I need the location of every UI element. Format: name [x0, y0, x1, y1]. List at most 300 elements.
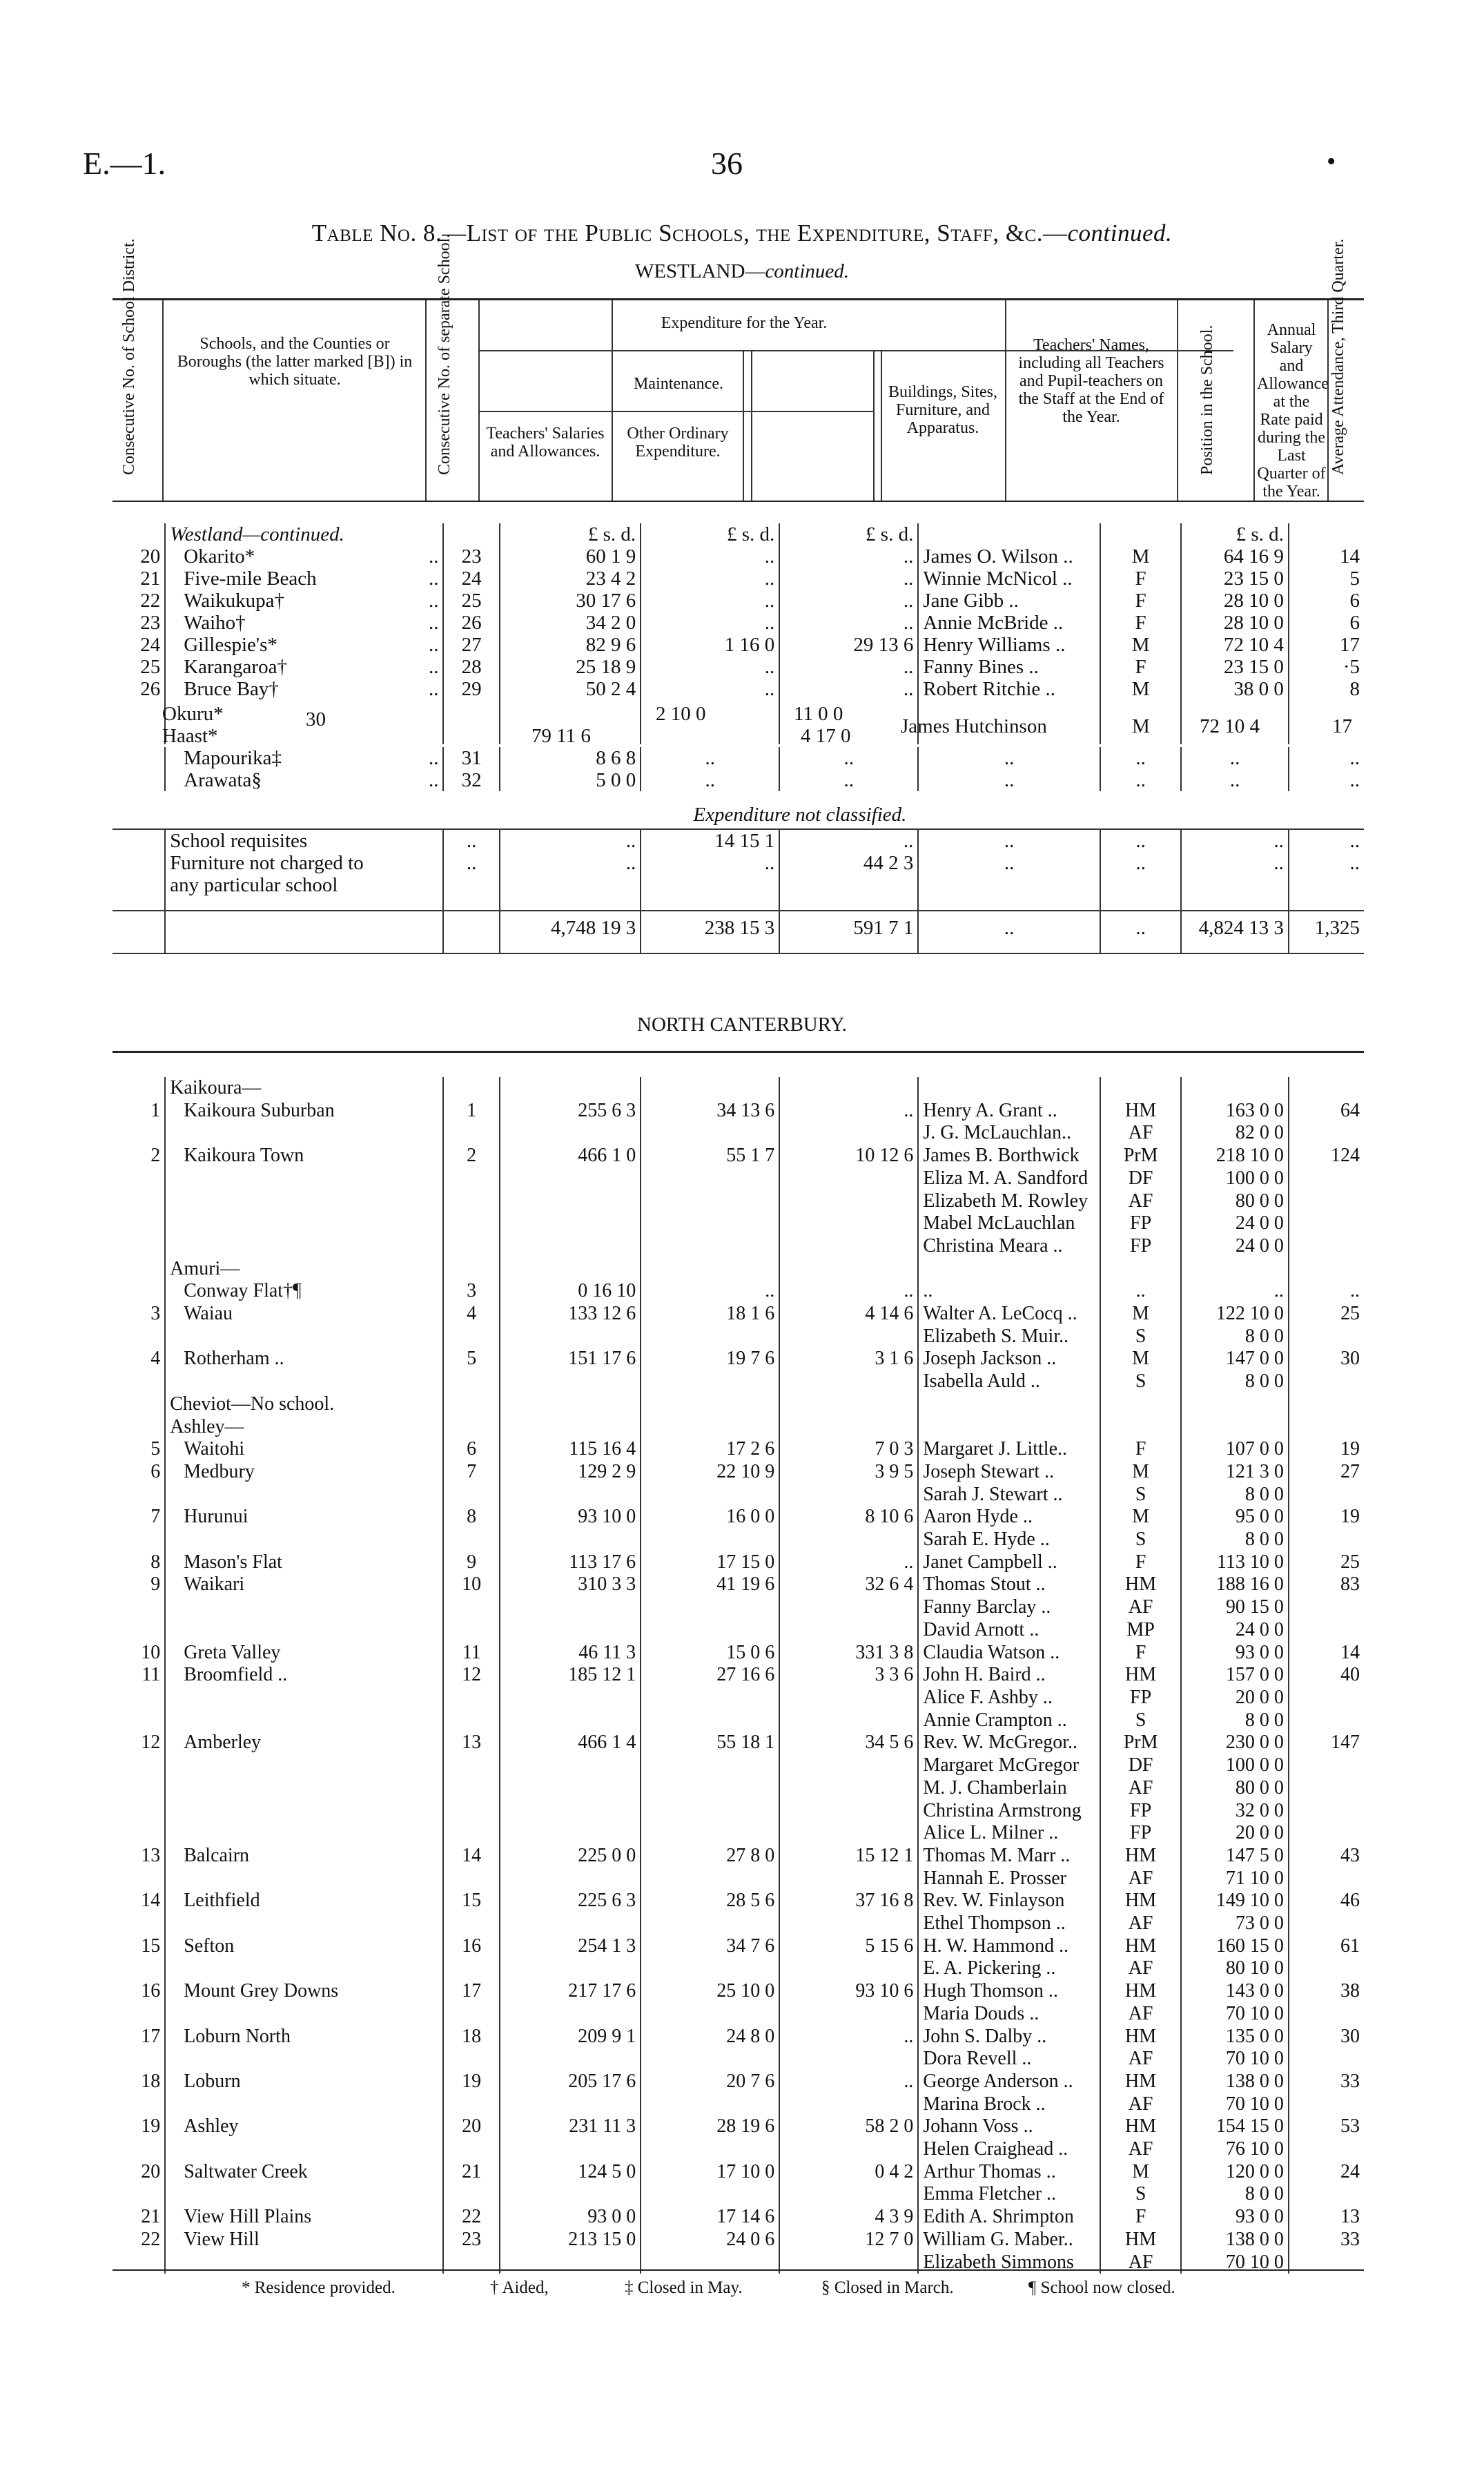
- teacher-name: ..: [918, 1280, 1100, 1303]
- annual-salary: [1181, 1416, 1289, 1439]
- dots: ..: [1100, 747, 1181, 769]
- table-row: [113, 1845, 1364, 1868]
- buildings: [779, 2138, 918, 2161]
- table-row: [113, 1280, 1364, 1303]
- school-name: [165, 1619, 443, 1642]
- school-no: [443, 1370, 499, 1393]
- salaries: 231 11 3: [500, 2115, 641, 2138]
- buildings: 10 12 6: [779, 1145, 918, 1167]
- table-row: [113, 1235, 1364, 1258]
- buildings: 32 6 4: [779, 1573, 918, 1596]
- dots: ..: [500, 852, 641, 874]
- school-name: Broomfield ..: [165, 1664, 443, 1687]
- other-expenditure: [641, 1122, 779, 1145]
- total-attendance: 1,325: [1314, 917, 1360, 939]
- buildings: [779, 1868, 918, 1890]
- salaries: 8 6 8: [500, 747, 641, 769]
- school-name: [165, 1122, 443, 1145]
- buildings: [779, 1077, 918, 1100]
- district-no: [113, 2183, 165, 2206]
- salaries: 209 9 1: [500, 2026, 641, 2048]
- teacher-name: Annie McBride ..: [918, 612, 1100, 634]
- other-expenditure: [641, 1800, 779, 1823]
- header-schools: Schools, and the Counties or Boroughs (the latter marked [B]) in which situate.: [177, 335, 413, 389]
- okuru-s: 30: [306, 708, 326, 730]
- salaries: 205 17 6: [500, 2071, 641, 2093]
- school-name-text: Okarito*: [184, 545, 255, 568]
- header-teachers: Teachers' Names, including all Teachers and Pupil-teachers on the Staff at the End of the Year.: [1018, 336, 1164, 426]
- school-no: [443, 2003, 499, 2026]
- district-no: [113, 1370, 165, 1393]
- furniture-row: [113, 852, 1364, 874]
- dots: ..: [1100, 829, 1181, 852]
- district-no: 25: [113, 656, 165, 678]
- school-name-text: Mapourika‡: [184, 747, 282, 769]
- school-name: View Hill: [165, 2229, 443, 2251]
- leader-dots: ..: [428, 634, 439, 656]
- district-no: [113, 1822, 165, 1845]
- table-row: [113, 1167, 1364, 1190]
- school-no: 17: [443, 1980, 499, 2003]
- teacher-name: Thomas Stout ..: [918, 1573, 1100, 1596]
- attendance: [1289, 1822, 1364, 1845]
- teacher-name: Ethel Thompson ..: [918, 1912, 1100, 1935]
- salaries: 466 1 0: [500, 1145, 641, 1167]
- school-name: Greta Valley: [165, 1642, 443, 1665]
- school-no: [443, 2138, 499, 2161]
- school-name: [165, 1800, 443, 1823]
- school-name: [165, 634, 443, 656]
- okuru-annual: 72 10 4: [1200, 715, 1260, 737]
- school-name: Amuri—: [165, 1258, 443, 1281]
- other-expenditure: 41 19 6: [641, 1573, 779, 1596]
- buildings: 3 1 6: [779, 1348, 918, 1370]
- attendance: [1289, 1687, 1364, 1709]
- total-annual: 4,824 13 3: [1181, 911, 1289, 953]
- position: AF: [1100, 2048, 1181, 2071]
- school-name: [165, 769, 443, 791]
- school-no: 14: [443, 1845, 499, 1868]
- table-row: [113, 1777, 1364, 1800]
- school-name-text: Arawata§: [184, 769, 262, 791]
- annual-salary: 8 0 0: [1181, 1529, 1289, 1551]
- leader-dots: ..: [428, 678, 439, 700]
- buildings: [779, 1777, 918, 1800]
- annual-salary: 80 10 0: [1181, 1957, 1289, 1980]
- teacher-name: Fanny Bines ..: [918, 656, 1100, 678]
- buildings: 8 10 6: [779, 1506, 918, 1529]
- salaries: [500, 1529, 641, 1551]
- header-buildings: Buildings, Sites, Furniture, and Apparatus.: [888, 383, 998, 437]
- teacher-name: Thomas M. Marr ..: [918, 1845, 1100, 1868]
- district-no: 21: [113, 568, 165, 590]
- teacher-name: H. W. Hammond ..: [918, 1935, 1100, 1958]
- other-expenditure: [641, 1687, 779, 1709]
- salaries: 60 1 9: [500, 545, 641, 568]
- table-row: [113, 1935, 1364, 1958]
- position: MP: [1100, 1619, 1181, 1642]
- not-classified-row: [113, 791, 1364, 829]
- district-no: 11: [113, 1664, 165, 1687]
- other-expenditure: 1 16 0: [641, 634, 779, 656]
- district-no: [113, 1529, 165, 1551]
- other-expenditure: [641, 1190, 779, 1213]
- buildings: ..: [779, 678, 918, 700]
- school-name: Sefton: [165, 1935, 443, 1958]
- westland-table: [113, 523, 1364, 744]
- salaries: [500, 1777, 641, 1800]
- okuru-buildings-1: 11 0 0: [794, 703, 843, 725]
- position: F: [1100, 1642, 1181, 1665]
- buildings: ..: [779, 590, 918, 612]
- salaries: 124 5 0: [500, 2161, 641, 2184]
- table-row: [113, 1484, 1364, 1506]
- salaries: 310 3 3: [500, 1573, 641, 1596]
- school-no: 21: [443, 2161, 499, 2184]
- district-no: [113, 1167, 165, 1190]
- district-no: 19: [113, 2115, 165, 2138]
- school-no: 19: [443, 2071, 499, 2093]
- buildings: [779, 1167, 918, 1190]
- attendance: 17: [1340, 634, 1360, 656]
- teacher-name: Mabel McLauchlan: [918, 1212, 1100, 1235]
- school-no: [443, 1800, 499, 1823]
- teacher-name: Annie Crampton ..: [918, 1709, 1100, 1732]
- other-expenditure: 24 8 0: [641, 2026, 779, 2048]
- annual-salary: 20 0 0: [1181, 1687, 1289, 1709]
- school-name: [165, 1912, 443, 1935]
- westland-heading-main: WESTLAND—: [634, 260, 765, 282]
- district-no: 26: [113, 678, 165, 700]
- teacher-name: M. J. Chamberlain: [918, 1777, 1100, 1800]
- school-no: [443, 1258, 499, 1281]
- salaries: [500, 1190, 641, 1213]
- dots: ..: [779, 747, 918, 769]
- attendance: 83: [1340, 1573, 1360, 1596]
- footnote-closed-now: ¶ School now closed.: [1028, 2278, 1175, 2297]
- position: HM: [1100, 2026, 1181, 2048]
- salaries: [500, 1596, 641, 1619]
- annual-salary: 76 10 0: [1181, 2138, 1289, 2161]
- district-no: 21: [113, 2206, 165, 2229]
- teacher-name: John H. Baird ..: [918, 1664, 1100, 1687]
- other-expenditure: 24 0 6: [641, 2229, 779, 2251]
- annual-salary: 8 0 0: [1181, 1370, 1289, 1393]
- teacher-name: Sarah E. Hyde ..: [918, 1529, 1100, 1551]
- position: [1100, 1416, 1181, 1439]
- school-no: [443, 1957, 499, 1980]
- annual-salary: 160 15 0: [1181, 1935, 1289, 1958]
- dots: ..: [1181, 747, 1289, 769]
- buildings: 29 13 6: [779, 634, 918, 656]
- teacher-name: Fanny Barclay ..: [918, 1596, 1100, 1619]
- other-expenditure: [641, 1957, 779, 1980]
- annual-salary: 157 0 0: [1181, 1664, 1289, 1687]
- other-expenditure: 16 0 0: [641, 1506, 779, 1529]
- attendance: [1289, 1235, 1364, 1258]
- district-no: [113, 1777, 165, 1800]
- salaries: [500, 1709, 641, 1732]
- leader-dots: ..: [428, 612, 439, 634]
- school-no: [443, 1212, 499, 1235]
- district-no: [113, 1190, 165, 1213]
- table-row: [113, 1303, 1364, 1326]
- buildings: [779, 1957, 918, 1980]
- position: S: [1100, 2183, 1181, 2206]
- attendance: [1289, 1258, 1364, 1281]
- school-name: [165, 747, 443, 769]
- teacher-name: James B. Borthwick: [918, 1145, 1100, 1167]
- annual-salary: 147 5 0: [1181, 1845, 1289, 1868]
- other-expenditure: 34 13 6: [641, 1100, 779, 1123]
- attendance: [1289, 1326, 1364, 1348]
- school-name: Leithfield: [165, 1890, 443, 1912]
- other-expenditure: [641, 1822, 779, 1845]
- header-separate-no: Consecutive No. of separate School.: [436, 233, 453, 475]
- teacher-name: Dora Revell ..: [918, 2048, 1100, 2071]
- school-no: [443, 2048, 499, 2071]
- district-no: [113, 1709, 165, 1732]
- buildings: ..: [779, 1100, 918, 1123]
- header-position: Position in the School.: [1198, 324, 1216, 475]
- position: S: [1100, 1326, 1181, 1348]
- other-expenditure: 17 10 0: [641, 2161, 779, 2184]
- annual-salary: 143 0 0: [1181, 1980, 1289, 2003]
- buildings: [779, 2183, 918, 2206]
- annual-salary: 147 0 0: [1181, 1348, 1289, 1370]
- school-name-text: Waikukupa†: [184, 590, 285, 612]
- okuru-other: 2 10 0: [656, 703, 706, 725]
- buildings: 93 10 6: [779, 1980, 918, 2003]
- header-attendance: Average Attendance, Third Quarter.: [1329, 238, 1347, 475]
- westland-lower-table: [113, 747, 1364, 954]
- position: F: [1100, 1551, 1181, 1574]
- salaries: [500, 1416, 641, 1439]
- attendance: [1289, 2003, 1364, 2026]
- table-row: [113, 1551, 1364, 1574]
- attendance: [1289, 1416, 1364, 1439]
- table-title-main: Table No. 8.—List of the Public Schools, the Expenditure, Staff, &c.—: [311, 220, 1068, 246]
- school-no: [443, 2183, 499, 2206]
- teacher-name: George Anderson ..: [918, 2071, 1100, 2093]
- salaries: 185 12 1: [500, 1664, 641, 1687]
- school-no: 10: [443, 1573, 499, 1596]
- buildings: ..: [779, 2026, 918, 2048]
- annual-salary: [1181, 1258, 1289, 1281]
- district-no: 5: [113, 1438, 165, 1461]
- buildings: [779, 1822, 918, 1845]
- other-expenditure: [641, 1529, 779, 1551]
- other-expenditure: [641, 2093, 779, 2116]
- buildings: [779, 2093, 918, 2116]
- district-no: 1: [113, 1100, 165, 1123]
- school-name: Conway Flat†¶: [165, 1280, 443, 1303]
- school-name: Medbury: [165, 1461, 443, 1484]
- position: [1100, 1258, 1181, 1281]
- school-name: [165, 678, 443, 700]
- table-row: [113, 1868, 1364, 1890]
- attendance: 124: [1331, 1145, 1360, 1167]
- district-no: [113, 1800, 165, 1823]
- teacher-name: David Arnott ..: [918, 1619, 1100, 1642]
- furniture-row-cont: [113, 874, 1364, 911]
- salaries: [500, 2138, 641, 2161]
- table-row: [113, 1506, 1364, 1529]
- school-name-text: Bruce Bay†: [184, 678, 279, 700]
- attendance: [1289, 1912, 1364, 1935]
- dots: ..: [1100, 852, 1181, 874]
- other-expenditure: [641, 1235, 779, 1258]
- buildings: [779, 2048, 918, 2071]
- attendance: 46: [1340, 1890, 1360, 1912]
- lsd-header-row: [113, 523, 1364, 545]
- position: HM: [1100, 1980, 1181, 2003]
- teacher-name: Janet Campbell ..: [918, 1551, 1100, 1574]
- table-title: [0, 220, 1484, 247]
- north-top-rule: [113, 1051, 1364, 1053]
- school-name: [165, 1212, 443, 1235]
- header-annual: Annual Salary and Allowance at the Rate paid during the Last Quarter of the Year.: [1257, 321, 1329, 501]
- position: FP: [1100, 1235, 1181, 1258]
- salaries: [500, 1868, 641, 1890]
- salaries: [500, 1822, 641, 1845]
- school-name: View Hill Plains: [165, 2206, 443, 2229]
- district-no: [113, 1077, 165, 1100]
- north-bottom-rule: [113, 2269, 1364, 2271]
- dots: ..: [1349, 830, 1360, 852]
- salaries: 5 0 0: [500, 769, 641, 791]
- westland-heading-continued: continued.: [765, 260, 850, 282]
- buildings: 34 5 6: [779, 1732, 918, 1754]
- okuru-buildings-2: 4 17 0: [801, 725, 851, 747]
- school-no: [443, 1235, 499, 1258]
- position: PrM: [1100, 1732, 1181, 1754]
- annual-salary: 107 0 0: [1181, 1438, 1289, 1461]
- buildings: ..: [779, 1280, 918, 1303]
- teacher-name: Elizabeth M. Rowley: [918, 1190, 1100, 1213]
- district-no: 22: [113, 590, 165, 612]
- position: M: [1100, 545, 1181, 568]
- furniture-name: Furniture not charged to: [165, 852, 443, 874]
- leader-dots: ..: [428, 769, 439, 791]
- school-name: Amberley: [165, 1732, 443, 1754]
- attendance: [1289, 1529, 1364, 1551]
- buildings: ..: [779, 545, 918, 568]
- annual-salary: 121 3 0: [1181, 1461, 1289, 1484]
- other-expenditure: ..: [641, 545, 779, 568]
- position: AF: [1100, 1190, 1181, 1213]
- teacher-name: Aaron Hyde ..: [918, 1506, 1100, 1529]
- school-no: 24: [443, 568, 499, 590]
- leader-dots: ..: [428, 568, 439, 590]
- school-no: [443, 1393, 499, 1416]
- other-expenditure: 25 10 0: [641, 1980, 779, 2003]
- dots: ..: [500, 829, 641, 852]
- attendance: [1289, 1212, 1364, 1235]
- annual-salary: 90 15 0: [1181, 1596, 1289, 1619]
- attendance: 147: [1331, 1732, 1360, 1754]
- dots: ..: [918, 747, 1100, 769]
- attendance: [1289, 2183, 1364, 2206]
- school-name: Cheviot—No school.: [165, 1393, 443, 1416]
- annual-salary: 8 0 0: [1181, 1326, 1289, 1348]
- haast-name: Haast*: [162, 725, 218, 747]
- salaries: 254 1 3: [500, 1935, 641, 1958]
- annual-salary: 70 10 0: [1181, 2093, 1289, 2116]
- school-name: Rotherham ..: [165, 1348, 443, 1370]
- position: PrM: [1100, 1145, 1181, 1167]
- school-no: [443, 1822, 499, 1845]
- other-expenditure: [641, 1596, 779, 1619]
- salaries: [500, 1258, 641, 1281]
- other-expenditure: 28 5 6: [641, 1890, 779, 1912]
- table-row: [113, 1980, 1364, 2003]
- salaries: [500, 1393, 641, 1416]
- teacher-name: John S. Dalby ..: [918, 2026, 1100, 2048]
- salaries: 225 6 3: [500, 1890, 641, 1912]
- school-no: 9: [443, 1551, 499, 1574]
- salaries: 0 16 10: [500, 1280, 641, 1303]
- teacher-name: Marina Brock ..: [918, 2093, 1100, 2116]
- table-row: [113, 2003, 1364, 2026]
- dots: ..: [443, 829, 499, 852]
- district-no: [113, 1122, 165, 1145]
- annual-salary: [1181, 1393, 1289, 1416]
- district-no: [113, 2138, 165, 2161]
- salaries: 93 0 0: [500, 2206, 641, 2229]
- table-row: [113, 769, 1364, 791]
- school-no: 25: [443, 590, 499, 612]
- attendance: 33: [1340, 2228, 1360, 2250]
- salaries: 225 0 0: [500, 1845, 641, 1868]
- buildings: [779, 1122, 918, 1145]
- school-name: Waikari: [165, 1573, 443, 1596]
- group-row: [113, 1258, 1364, 1281]
- school-name: Waiau: [165, 1303, 443, 1326]
- school-no: 28: [443, 656, 499, 678]
- attendance: 24: [1340, 2160, 1360, 2182]
- okuru-spacer-row: [113, 700, 1364, 744]
- okuru-name: Okuru*: [162, 703, 224, 725]
- school-name: [165, 1529, 443, 1551]
- school-name: Waitohi: [165, 1438, 443, 1461]
- salaries: [500, 2003, 641, 2026]
- position: AF: [1100, 1122, 1181, 1145]
- buildings: [779, 1912, 918, 1935]
- requisites-name: School requisites: [165, 829, 443, 852]
- table-row: [113, 612, 1364, 634]
- teacher-name: Christina Meara ..: [918, 1235, 1100, 1258]
- salaries: 25 18 9: [500, 656, 641, 678]
- buildings: ..: [779, 568, 918, 590]
- salaries: [500, 1235, 641, 1258]
- buildings: 4 14 6: [779, 1303, 918, 1326]
- school-name: Kaikoura Town: [165, 1145, 443, 1167]
- position: AF: [1100, 1596, 1181, 1619]
- district-no: 14: [113, 1890, 165, 1912]
- attendance: [1289, 1190, 1364, 1213]
- school-no: [443, 1416, 499, 1439]
- attendance: 40: [1340, 1664, 1360, 1686]
- teacher-name: Elizabeth S. Muir..: [918, 1326, 1100, 1348]
- annual-salary: 93 0 0: [1181, 2206, 1289, 2229]
- teacher-name: Emma Fletcher ..: [918, 2183, 1100, 2206]
- school-name: Kaikoura Suburban: [165, 1100, 443, 1123]
- district-no: [113, 1393, 165, 1416]
- salaries: [500, 1326, 641, 1348]
- teacher-name: Hannah E. Prosser: [918, 1868, 1100, 1890]
- table-row: [113, 1912, 1364, 1935]
